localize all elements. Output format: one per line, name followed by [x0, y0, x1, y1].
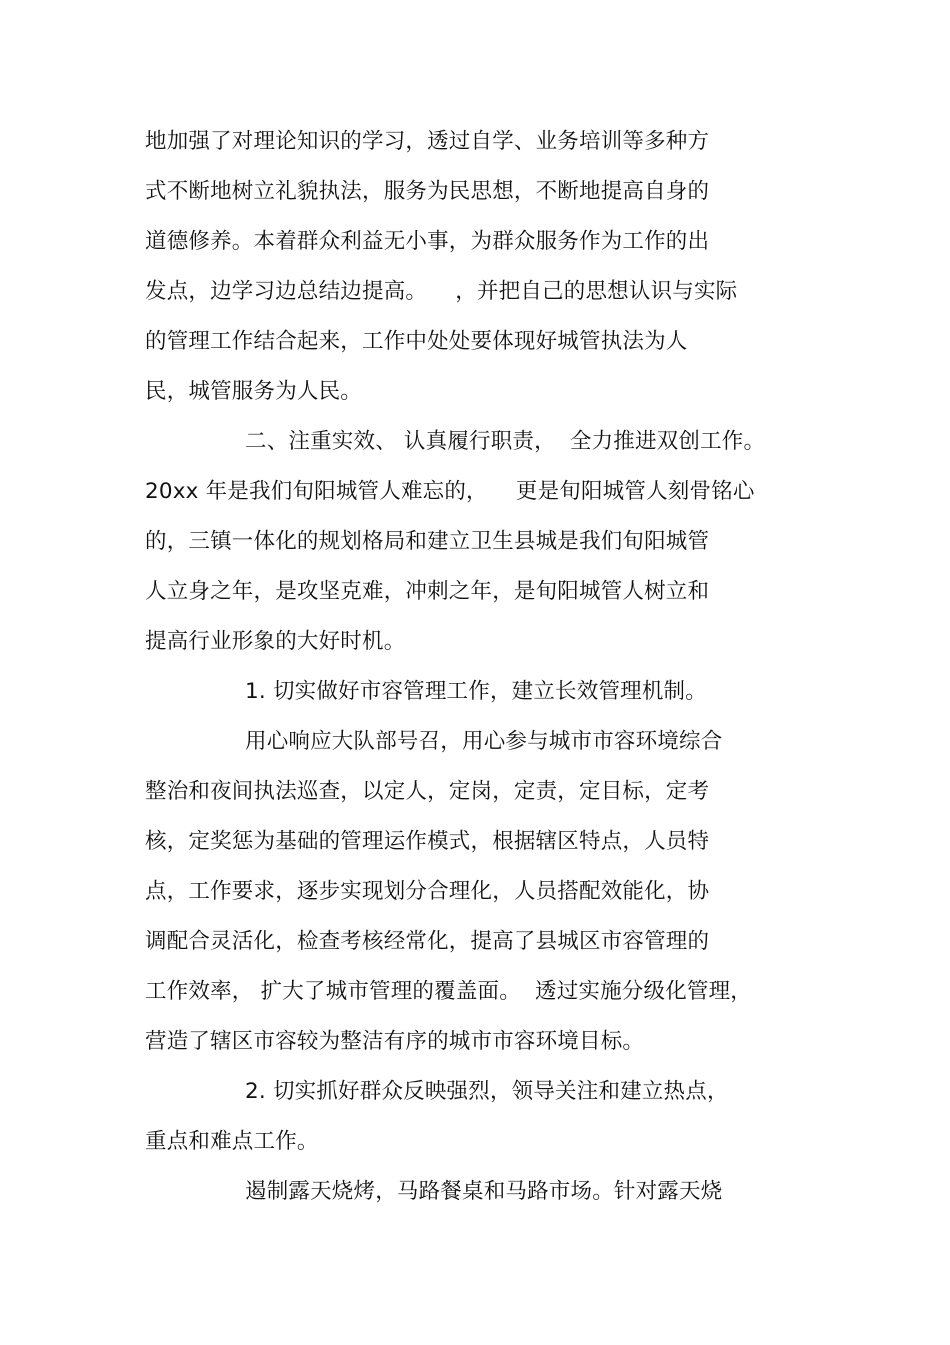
text-line: 遏制露天烧烤，马路餐桌和马路市场。针对露天烧	[245, 1179, 723, 1204]
section-heading: 二、注重实效、 认真履行职责， 全力推进双创工作。	[245, 429, 766, 454]
text-line: 20xx 年是我们旬阳城管人难忘的， 更是旬阳城管人刻骨铭心	[145, 479, 755, 504]
text-line: 用心响应大队部号召，用心参与城市市容环境综合	[245, 729, 723, 754]
text-line: 调配合灵活化，检查考核经常化，提高了县城区市容管理的	[145, 929, 710, 954]
text-line: 工作效率， 扩大了城市管理的覆盖面。 透过实施分级化管理，	[145, 979, 753, 1004]
text-line: 道德修养。本着群众利益无小事，为群众服务作为工作的出	[145, 229, 710, 254]
text-line: 地加强了对理论知识的学习，透过自学、业务培训等多种方	[145, 129, 710, 154]
text-line: 核，定奖惩为基础的管理运作模式，根据辖区特点，人员特	[145, 829, 710, 854]
text-line: 营造了辖区市容较为整洁有序的城市市容环境目标。	[145, 1029, 645, 1054]
text-line: 人立身之年，是攻坚克难，冲刺之年，是旬阳城管人树立和	[145, 579, 710, 604]
text-line: 式不断地树立礼貌执法，服务为民思想，不断地提高自身的	[145, 179, 710, 204]
text-line: 民，城管服务为人民。	[145, 379, 363, 404]
text-line: 发点，边学习边总结边提高。 ，并把自己的思想认识与实际	[145, 279, 738, 304]
text-line: 重点和难点工作。	[145, 1129, 319, 1154]
subsection-heading: 2. 切实抓好群众反映强烈，领导关注和建立热点，	[245, 1079, 729, 1104]
text-line: 点，工作要求，逐步实现划分合理化，人员搭配效能化，协	[145, 879, 710, 904]
text-line: 整治和夜间执法巡查，以定人，定岗，定责，定目标，定考	[145, 779, 710, 804]
text-line: 的，三镇一体化的规划格局和建立卫生县城是我们旬阳城管	[145, 529, 710, 554]
subsection-heading: 1. 切实做好市容管理工作，建立长效管理机制。	[245, 679, 707, 704]
text-line: 的管理工作结合起来，工作中处处要体现好城管执法为人	[145, 329, 688, 354]
text-line: 提高行业形象的大好时机。	[145, 629, 406, 654]
